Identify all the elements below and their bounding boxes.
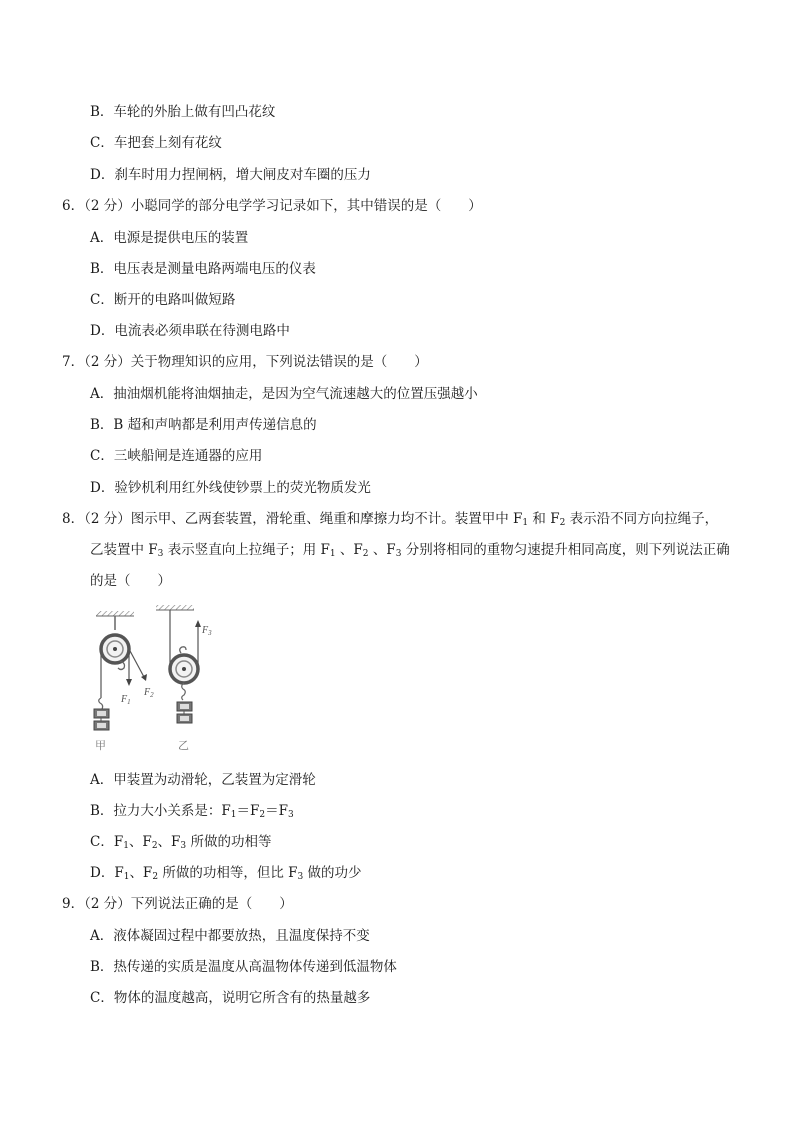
q6-option-c: C．断开的电路叫做短路 (90, 292, 236, 308)
q8-stem-line1: 8．（2 分）图示甲、乙两套装置，滑轮重、绳重和摩擦力均不计。装置甲中 $F_1$ 和 $F_2$ 表示沿不同方向拉绳子， (62, 511, 719, 528)
q5-option-d: D．刹车时用力捏闸柄，增大闸皮对车圈的压力 (90, 167, 371, 183)
q7-option-a: A．抽油烟机能将油烟抽走，是因为空气流速越大的位置压强越小 (90, 386, 478, 402)
q8-option-b: B．拉力大小关系是：$F_1=F_2=F_3$ (90, 803, 294, 820)
label-jia: 甲 (95, 739, 106, 752)
q7-option-d: D．验钞机利用红外线使钞票上的荧光物质发光 (90, 480, 371, 496)
label-yi: 乙 (178, 739, 189, 752)
q6-option-d: D．电流表必须串联在待测电路中 (90, 323, 290, 339)
pulley-figure (86, 603, 246, 753)
label-f3: $F_3$ (202, 625, 212, 637)
device-jia (94, 611, 154, 752)
q9-option-b: B．热传递的实质是温度从高温物体传递到低温物体 (90, 959, 397, 975)
q5-option-c: C．车把套上刻有花纹 (90, 135, 222, 151)
ceiling-jia (96, 611, 134, 616)
q8-stem-line3: 的是（ ） (90, 573, 171, 589)
pulley-diagram (86, 603, 246, 753)
q7-option-c: C．三峡船闸是连通器的应用 (90, 448, 263, 464)
q6-option-b: B．电压表是测量电路两端电压的仪表 (90, 261, 316, 277)
q6-option-a: A．电源是提供电压的装置 (90, 230, 249, 246)
q8-option-d: D．$F_1$、$F_2$ 所做的功相等，但比 $F_3$ 做的功少 (90, 865, 362, 882)
q6-stem: 6．（2 分）小聪同学的部分电学学习记录如下，其中错误的是（ ） (62, 198, 482, 214)
q9-option-c: C．物体的温度越高，说明它所含有的热量越多 (90, 990, 371, 1006)
q8-stem-line2: 乙装置中 $F_3$ 表示竖直向上拉绳子；用 $F_1$ 、$F_2$ 、$F_3$ 分别将相同的重物匀速提升相同高度，则下列说法正确 (90, 542, 730, 559)
q8-option-a: A．甲装置为动滑轮，乙装置为定滑轮 (90, 772, 316, 788)
q7-option-b: B．B 超和声呐都是利用声传递信息的 (90, 417, 317, 433)
force-arrow-f2 (129, 649, 144, 677)
device-yi (156, 605, 212, 752)
q7-stem: 7．（2 分）关于物理知识的应用，下列说法错误的是（ ） (62, 354, 428, 370)
ceiling-yi (156, 605, 194, 610)
label-f1: $F_1$ (121, 694, 131, 706)
label-f2: $F_2$ (144, 687, 154, 699)
q9-option-a: A．液体凝固过程中都要放热，且温度保持不变 (90, 928, 370, 944)
q8-option-c: C．$F_1$、$F_2$、$F_3$ 所做的功相等 (90, 834, 272, 851)
q5-option-b: B．车轮的外胎上做有凹凸花纹 (90, 104, 276, 120)
q9-stem: 9．（2 分）下列说法正确的是（ ） (62, 896, 293, 912)
